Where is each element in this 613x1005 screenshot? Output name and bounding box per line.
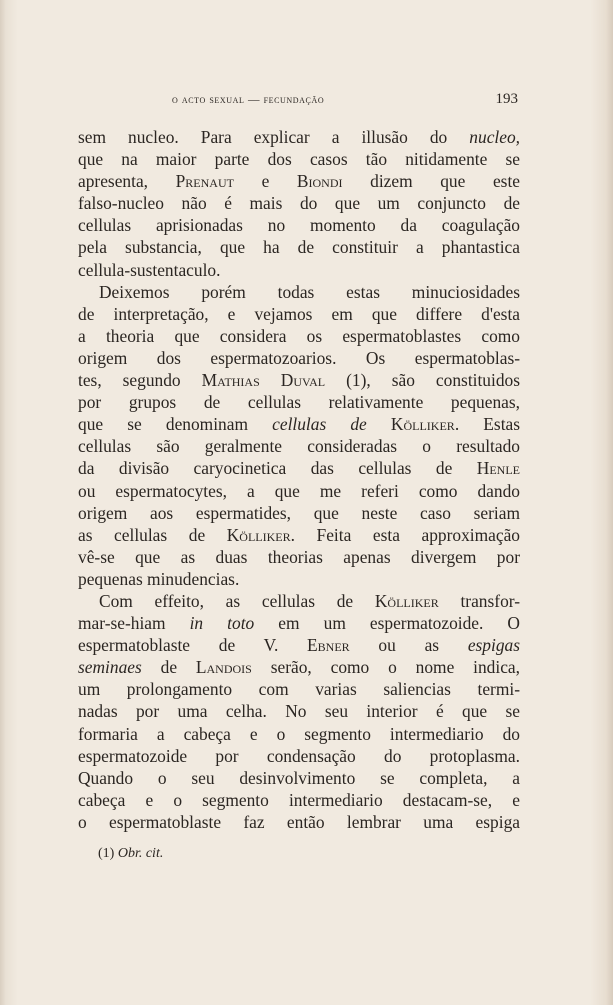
text-run: origem dos espermatozoarios. Os espermatoblas-: [78, 347, 520, 368]
author-name: Kölliker: [390, 414, 455, 435]
text-line: [78, 634, 520, 656]
text-line: [78, 590, 520, 612]
page-number: 193: [495, 91, 518, 107]
text-run: Com effeito, as cellulas de: [99, 590, 375, 611]
text-line: [78, 391, 520, 413]
text-run: Quando o seu desinvolvimento se completa, a: [78, 767, 520, 788]
text-line: [78, 789, 520, 811]
text-line: [78, 745, 520, 767]
text-line: [78, 148, 520, 170]
italic-run: espigas: [467, 635, 520, 656]
author-name: Kölliker: [374, 590, 439, 611]
text-run: de interpretação, e vejamos em que differe d'esta: [78, 303, 520, 324]
text-run: o espermatoblaste faz então lembrar uma espiga: [78, 811, 520, 832]
text-run: por grupos de cellulas relativamente pequenas,: [78, 392, 520, 413]
page-header: [78, 91, 518, 114]
text-run: formaria a cabeça e o segmento intermediario do: [78, 723, 520, 744]
text-run: apresenta,: [78, 171, 176, 192]
text-line: [78, 325, 520, 347]
author-name: Ebner: [307, 635, 350, 656]
text-run: transfor-: [438, 590, 520, 611]
text-run: falso-nucleo não é mais do que um conjuncto de: [78, 193, 520, 214]
text-line: [78, 236, 520, 258]
text-run: que se denominam: [78, 414, 273, 435]
text-line: [78, 347, 520, 369]
text-run: as cellulas de: [78, 524, 227, 545]
text-line: [78, 126, 520, 148]
text-run: (1), são constituidos: [325, 370, 520, 391]
text-run: cellulas são geralmente consideradas o resultado: [78, 436, 520, 457]
author-name: Kölliker: [226, 524, 291, 545]
text-line: [78, 811, 520, 833]
text-line: [78, 457, 520, 479]
text-run: sem nucleo. Para explicar a illusão do: [78, 127, 470, 147]
text-run: vê-se que as duas theorias apenas divergem por: [78, 546, 520, 567]
text-run: em um espermatozoide. O: [254, 613, 520, 634]
text-run: e: [233, 171, 297, 192]
text-run: origem aos espermatides, que neste caso seriam: [78, 502, 520, 523]
text-line: [78, 723, 520, 745]
author-name: Biondi: [296, 171, 343, 192]
text-line: [78, 214, 520, 236]
author-name: Landois: [195, 657, 252, 678]
italic-run: in toto: [189, 613, 255, 634]
text-run: dizem que este: [342, 171, 520, 192]
text-run: [367, 414, 391, 434]
text-line: [78, 612, 520, 634]
footnote-text: Obr. cit.: [117, 846, 164, 861]
text-run: cellula-sustentaculo.: [78, 259, 221, 280]
text-line: [78, 303, 520, 325]
text-run: nadas por uma celha. No seu interior é que se: [78, 701, 520, 722]
italic-run: seminaes: [78, 657, 142, 678]
text-line: [78, 700, 520, 722]
text-line: [78, 656, 520, 678]
text-line: [78, 192, 520, 214]
text-line: [78, 767, 520, 789]
text-line: [78, 502, 520, 524]
text-run: Deixemos porém todas estas minuciosidades: [99, 281, 520, 302]
italic-run: cellulas de: [272, 414, 367, 435]
text-line: [78, 369, 520, 391]
text-run: da divisão caryocinetica das cellulas de: [78, 458, 477, 479]
text-run: tes, segundo: [78, 370, 202, 391]
text-run: cellulas aprisionadas no momento da coagulação: [78, 215, 520, 236]
text-run: . Feita esta approximação: [290, 524, 520, 545]
author-name: Mathias Duval: [201, 370, 326, 391]
text-line: [78, 524, 520, 546]
author-name: Prenaut: [175, 171, 234, 192]
text-run: ou espermatocytes, a que me referi como dando: [78, 480, 520, 501]
text-line: [78, 281, 520, 303]
text-line: [78, 568, 520, 590]
author-name: Henle: [476, 458, 520, 479]
running-title: o acto sexual — fecundação: [172, 94, 325, 106]
body-text: [78, 126, 520, 833]
text-run: a theoria que considera os espermatoblastes como: [78, 325, 520, 346]
text-run: que na maior parte dos casos tão nitidamente se: [78, 149, 520, 170]
text-run: serão, como o nome indica,: [251, 657, 520, 678]
footnote-mark: (1): [98, 846, 115, 861]
text-line: [78, 546, 520, 568]
text-line: [78, 678, 520, 700]
text-run: um prolongamento com varias saliencias termi-: [78, 679, 520, 700]
text-run: cabeça e o segmento intermediario destacam-se, e: [78, 789, 520, 810]
text-run: espermatoblaste de V.: [78, 635, 308, 656]
italic-run: nucleo,: [469, 127, 520, 147]
text-run: espermatozoide por condensação do protoplasma.: [78, 745, 520, 766]
text-run: . Estas: [454, 414, 521, 435]
text-run: de: [141, 657, 196, 678]
text-run: ou as: [349, 635, 468, 656]
text-line: [78, 435, 520, 457]
text-run: mar-se-hiam: [78, 613, 190, 634]
text-line: [78, 170, 520, 192]
text-line: [78, 480, 520, 502]
text-line: [78, 413, 520, 435]
text-line: [78, 259, 520, 281]
text-run: pela substancia, que ha de constituir a phantastica: [78, 237, 520, 258]
footnote: [98, 846, 163, 862]
text-run: pequenas minudencias.: [78, 568, 240, 589]
